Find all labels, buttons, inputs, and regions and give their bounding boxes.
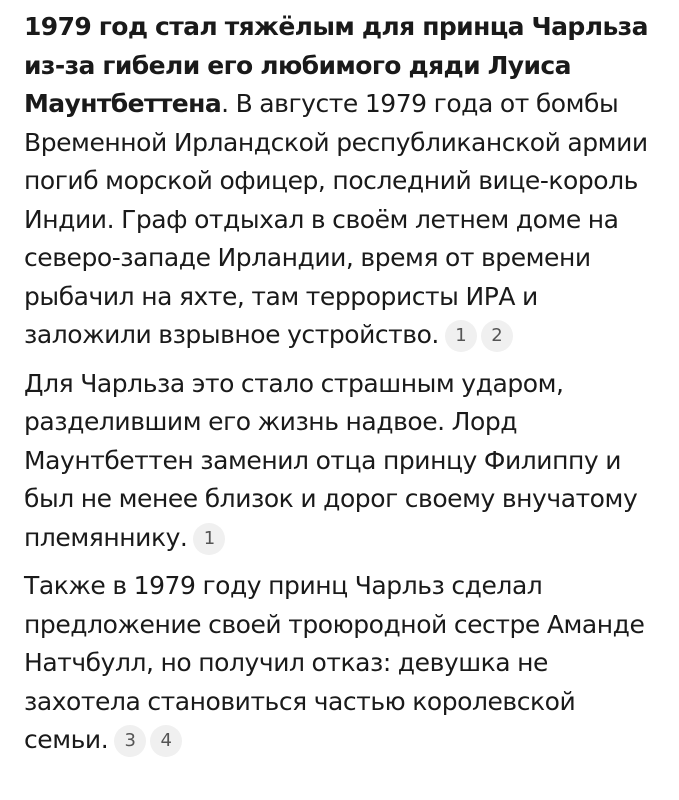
footnote-ref-1[interactable]: 1: [193, 523, 225, 555]
footnote-refs: [445, 320, 517, 349]
paragraph-proposal: [24, 567, 655, 760]
footnote-ref-1[interactable]: 1: [445, 320, 477, 352]
paragraph-text: . В августе 1979 года от бомбы Временной Ирландской республиканской армии погиб морской офицер, последний вице-король Индии. Граф отдыхал в своём летнем доме на северо-западе Ирландии, время от времени рыбачил на яхте, там террористы ИРА и заложили взрывное устройство.: [24, 89, 648, 349]
paragraph-text: Также в 1979 году принц Чарльз сделал предложение своей троюродной сестре Аманде Натчбулл, но получил отказ: девушка не захотела становиться частью королевской семьи.: [24, 571, 645, 754]
paragraph-mountbatten: [24, 8, 655, 355]
footnote-ref-4[interactable]: 4: [150, 725, 182, 757]
footnote-ref-2[interactable]: 2: [481, 320, 513, 352]
paragraph-text: Для Чарльза это стало страшным ударом, разделившим его жизнь надвое. Лорд Маунтбеттен заменил отца принцу Филиппу и был не менее близок и дорог своему внучатому племяннику.: [24, 368, 638, 552]
footnote-refs: [193, 523, 229, 552]
footnote-refs: [114, 725, 186, 754]
paragraph-lead-bold: 1979 год стал тяжёлым для принца Чарльза из-за гибели его любимого дяди Луиса Маунтбеттена: [24, 12, 648, 118]
paragraph-charles-grief: [24, 365, 655, 558]
footnote-ref-3[interactable]: 3: [114, 725, 146, 757]
